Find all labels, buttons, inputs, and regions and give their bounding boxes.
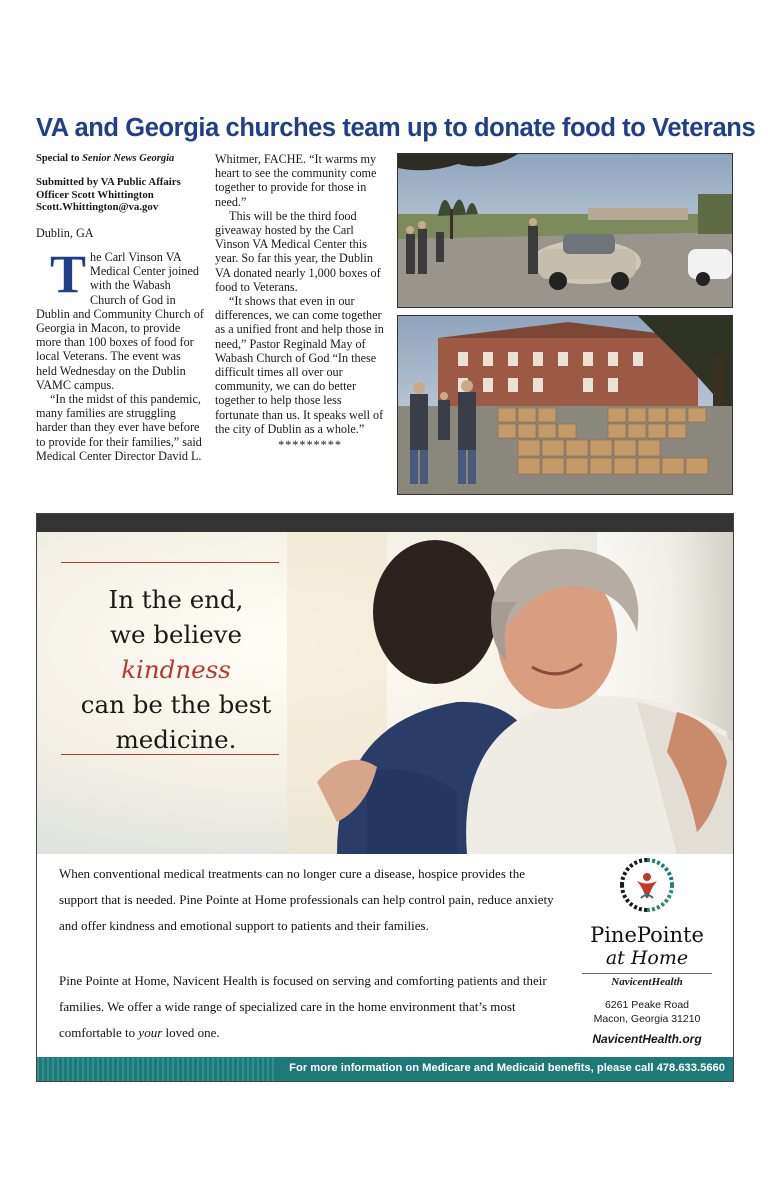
photo-food-boxes-stacked [397, 315, 733, 495]
ad-body-2-end: loved one. [162, 1025, 220, 1040]
byline-line-2: Officer Scott Whittington [36, 188, 154, 201]
tagline-kindness: kindness [121, 655, 231, 684]
article-headline: VA and Georgia churches team up to donate food to Veterans [36, 114, 756, 142]
address-line-1: 6261 Peake Road [604, 999, 690, 1011]
logo-subtitle: at Home [605, 947, 689, 969]
byline-email: Scott.Whittington@va.gov [36, 201, 159, 214]
ad-body-2-emphasis: your [138, 1025, 163, 1040]
pinepointe-advertisement [36, 513, 734, 1082]
drop-cap: T [50, 243, 87, 304]
logo-website: NavicentHealth.org [592, 1032, 702, 1046]
logo-name: PinePointe [590, 923, 704, 947]
special-prefix: Special to [36, 153, 83, 164]
ad-top-bar [37, 514, 733, 532]
special-publication: Senior News Georgia [82, 153, 175, 164]
ad-footer-text: For more information on Medicare and Medicaid benefits, please call 478.633.5660 [289, 1062, 725, 1074]
tagline-line-2 [61, 617, 291, 687]
logo-parent-brand: NavicentHealth [611, 976, 683, 988]
article-column-1 [36, 152, 204, 463]
ad-photo-hug [37, 532, 733, 854]
ad-body-paragraph-1: When conventional medical treatments can no longer cure a disease, hospice provides the support that is needed. Pine Pointe at Home professionals can help control pain, reduce anxiety and offer kindness and emotional support to patients and their families. [59, 866, 554, 933]
paragraph-4: This will be the third food giveaway hosted by the Carl Vinson VA Medical Center this year. So far this year, the Dublin VA donated nearly 1,000 boxes of food to Veterans. [215, 208, 381, 294]
paragraph-2: “In the midst of this pandemic, many families are struggling harder than they ever have before to provide for their families,” said Medical Center Director David L. [36, 391, 202, 463]
ad-footer-bar [37, 1057, 733, 1081]
tagline-top-rule [61, 562, 279, 563]
byline-line-1: Submitted by VA Public Affairs [36, 176, 181, 189]
photo-food-distribution-parking-lot [397, 153, 733, 308]
ad-tagline [61, 582, 291, 757]
paragraph-5: “It shows that even in our differences, we can come together as a unified front and help those in need,” Pastor Reginald May of Wabash Church of God “In these difficult times all over our community, we can do better together to help those less fortunate than us. It speaks well of the city of Dublin as a whole.” [215, 294, 384, 436]
tagline-line-3: can be the best [80, 690, 272, 719]
ad-body-2-start: Pine Pointe at Home, Navicent Health is focused on serving and comforting patients and their families. We offer a wide range of specialized care in the home environment that’s most comfortable to [59, 973, 547, 1040]
paragraph-3: Whitmer, FACHE. “It warms my heart to see the community come together to provide for those in need.” [215, 152, 377, 209]
pinepointe-logo [577, 854, 717, 1046]
article-end-mark: ********* [278, 438, 342, 453]
lead-paragraph [36, 243, 204, 392]
logo-address [577, 998, 717, 1026]
tagline-bottom-rule [61, 754, 279, 755]
logo-divider [582, 973, 712, 974]
article-column-2 [215, 152, 385, 452]
tagline-line-4: medicine. [115, 725, 237, 754]
address-line-2: Macon, Georgia 31210 [593, 1013, 701, 1025]
lead-text: he Carl Vinson VA Medical Center joined with the Wabash Church of God in Dublin and Community Church of Georgia in Macon, to provide more than 100 boxes of food for local Veterans. The event was held Wednesday on the Dublin VAMC campus. [36, 249, 204, 392]
tagline-line-2-start: we believe [110, 620, 242, 649]
tagline-line-1: In the end, [108, 585, 244, 614]
special-credit [36, 152, 204, 166]
dateline: Dublin, GA [36, 225, 94, 240]
ad-body-paragraph-2 [59, 968, 559, 1046]
byline [36, 176, 204, 214]
pinepointe-emblem-icon [613, 854, 681, 916]
